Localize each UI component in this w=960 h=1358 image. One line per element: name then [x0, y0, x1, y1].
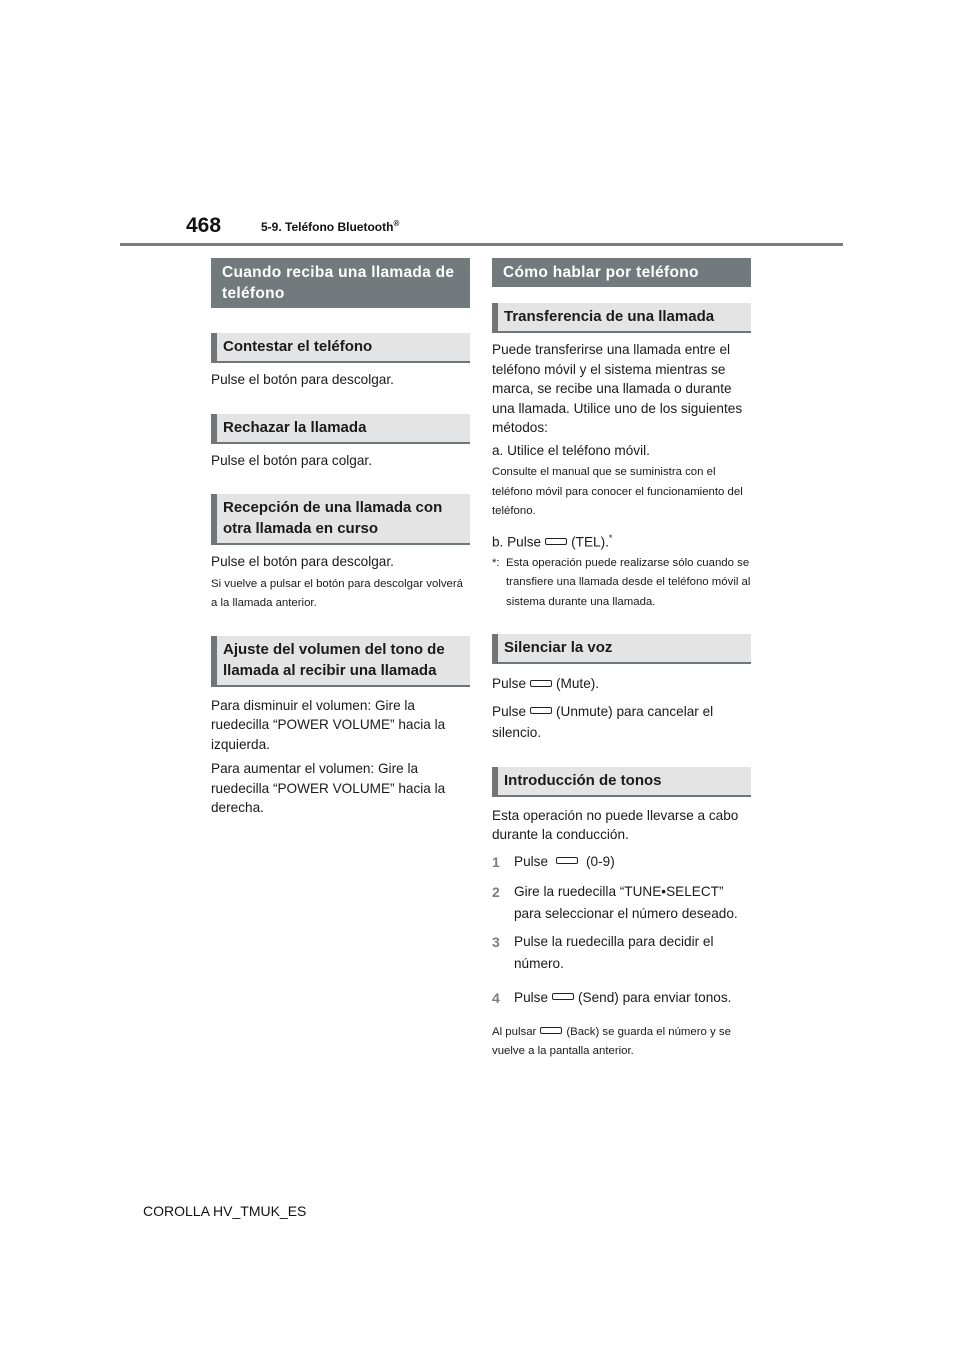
back-button-icon	[540, 1027, 562, 1034]
tel-button-icon	[545, 538, 567, 545]
reject-text: Pulse el botón para colgar.	[211, 452, 372, 468]
unmute-text: Pulse (Unmute) para cancelar el silencio.	[492, 703, 714, 740]
keypad-button-icon	[556, 857, 578, 864]
heading-reject-call: Rechazar la llamada	[211, 414, 470, 444]
footnote-star: *	[608, 532, 613, 543]
step-1: 1 Pulse (0-9)	[492, 853, 615, 870]
header-rule	[120, 243, 843, 246]
tones-text: Esta operación no puede llevarse a cabo durante la conducción.	[492, 807, 739, 843]
heading-answer-phone: Contestar el teléfono	[211, 333, 470, 363]
mute-text: Pulse (Mute).	[492, 676, 600, 692]
waiting-text: Pulse el botón para descolgar.	[211, 554, 394, 569]
send-button-icon	[552, 993, 574, 1000]
step-3: 3 Pulse la ruedecilla para decidir el número.	[492, 933, 714, 971]
heading-call-waiting: Recepción de una llamada con otra llamada en curso	[211, 494, 470, 545]
volume-down-text: Para disminuir el volumen: Gire la ruedecilla “POWER VOLUME” hacia la izquierda.	[211, 697, 446, 752]
footer-model: COROLLA HV_TMUK_ES	[143, 1203, 307, 1219]
answer-text: Pulse el botón para descolgar.	[211, 372, 394, 387]
step-4: 4 Pulse (Send) para enviar tonos.	[492, 989, 732, 1006]
heading-transfer-call: Transferencia de una llamada	[492, 303, 751, 333]
heading-mute-voice: Silenciar la voz	[492, 634, 751, 664]
method-b: b. Pulse (TEL).*	[492, 532, 613, 550]
heading-talk-on-phone: Cómo hablar por teléfono	[492, 258, 751, 287]
method-a: a. Utilice el teléfono móvil.	[492, 442, 650, 458]
right-column	[492, 258, 751, 1062]
registered-mark: ®	[393, 219, 400, 228]
transfer-text: Puede transferirse una llamada entre el teléfono móvil y el sistema mientras se marca, se recibe una llamada o durante una llamada. Utilice uno de los siguientes métodos:	[492, 342, 743, 435]
heading-ringtone-volume: Ajuste del volumen del tono de llamada al recibir una llamada	[211, 636, 470, 687]
waiting-note: Si vuelve a pulsar el botón para descolgar volverá a la llamada anterior.	[211, 577, 464, 609]
heading-tone-input: Introducción de tonos	[492, 767, 751, 797]
step-2: 2 Gire la ruedecilla “TUNE•SELECT” para seleccionar el número deseado.	[492, 883, 738, 921]
star-note: *: Esta operación puede realizarse sólo cuando se transfiere una llamada desde el teléfono móvil al sistema durante una llamada.	[492, 556, 751, 608]
unmute-button-icon	[530, 707, 552, 714]
heading-incoming-call: Cuando reciba una llamada de teléfono	[211, 258, 470, 308]
page-number: 468	[186, 214, 222, 237]
back-note: Al pulsar (Back) se guarda el número y se vuelve a la pantalla anterior.	[492, 1025, 731, 1058]
left-column	[211, 258, 470, 818]
method-a-note: Consulte el manual que se suministra con el teléfono móvil para conocer el funcionamiento del teléfono.	[492, 466, 743, 517]
mute-button-icon	[530, 680, 552, 687]
volume-up-text: Para aumentar el volumen: Gire la ruedecilla “POWER VOLUME” hacia la derecha.	[211, 761, 446, 815]
section-title: 5-9. Teléfono Bluetooth®	[261, 219, 400, 234]
